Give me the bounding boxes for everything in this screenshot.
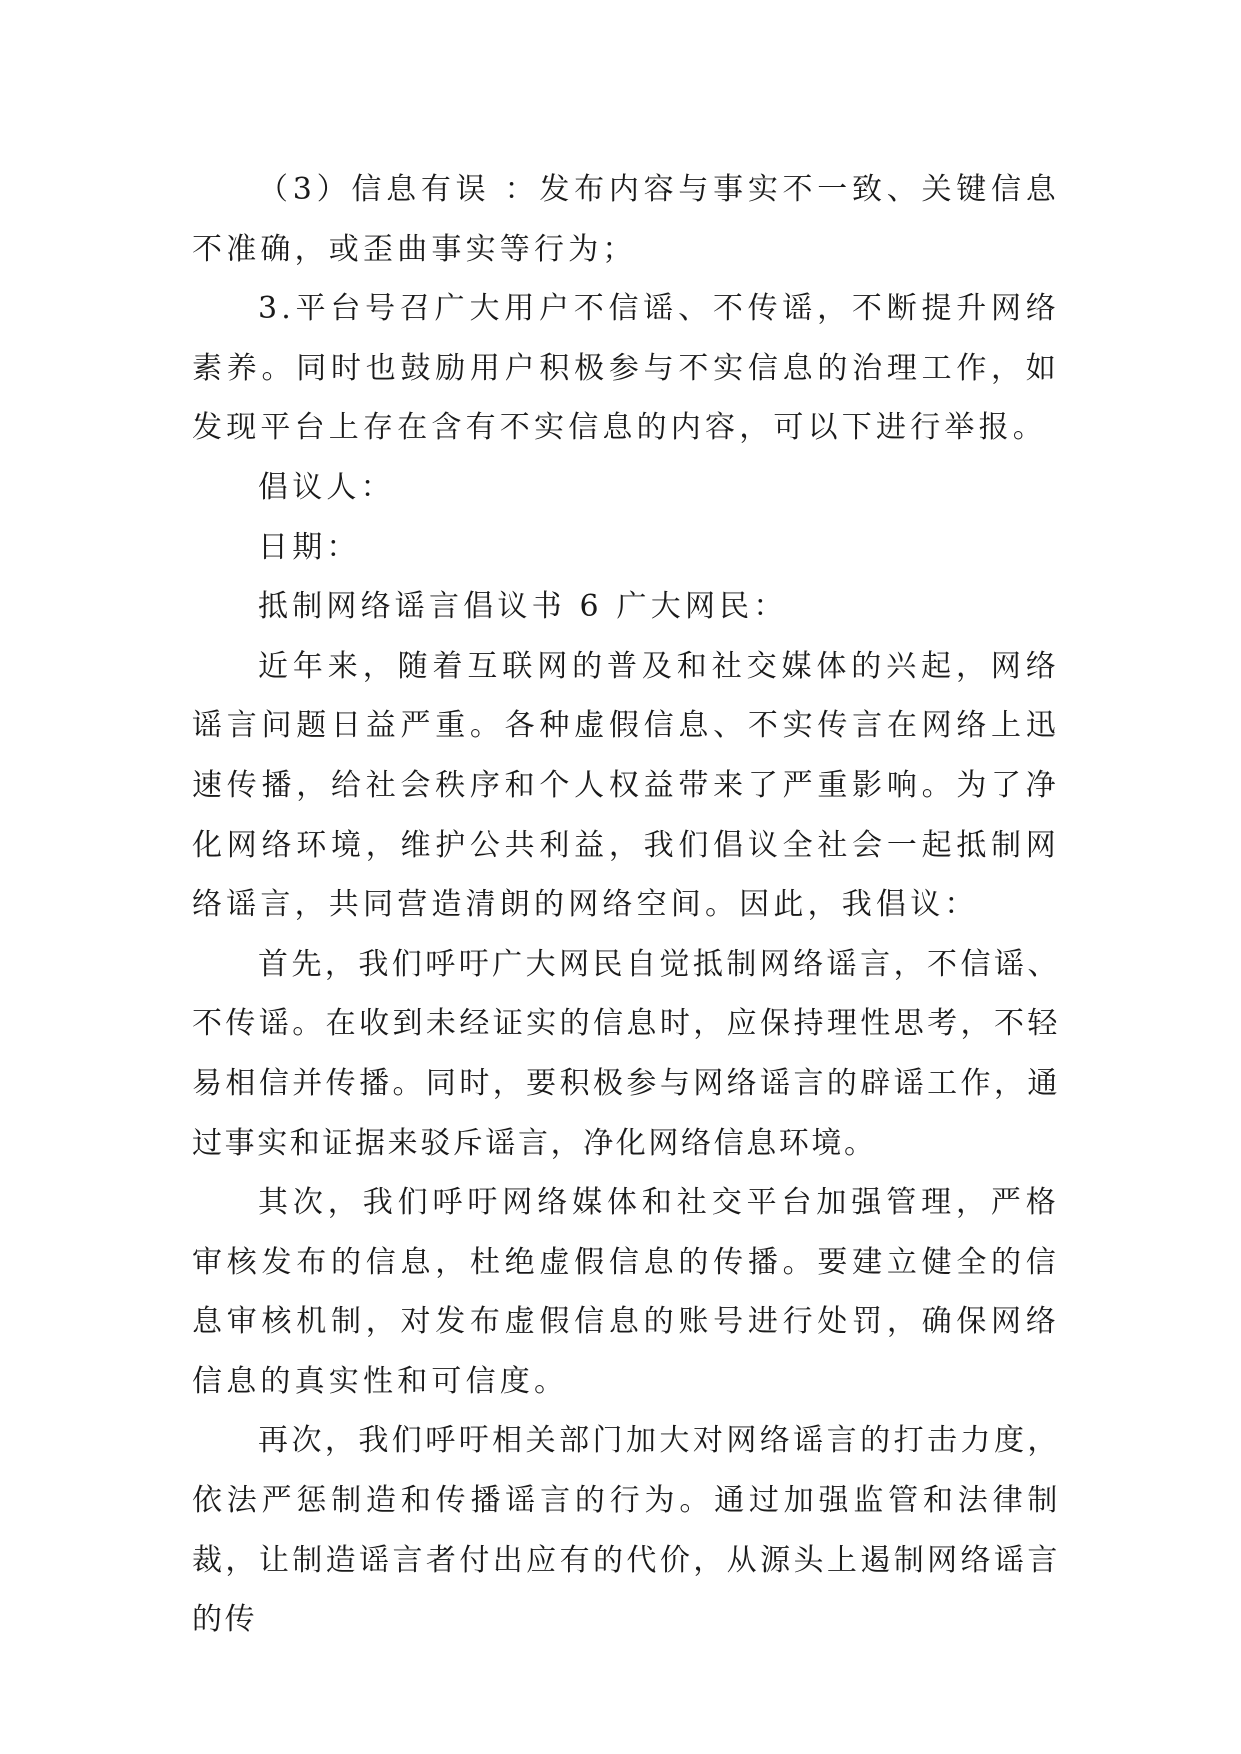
paragraph-platform-call: 3.平台号召广大用户不信谣、不传谣，不断提升网络素养。同时也鼓励用户积极参与不实信息的治理工作，如发现平台上存在含有不实信息的内容，可以下进行举报。 (192, 291, 1060, 446)
paragraph-date: 日期： (258, 529, 361, 565)
paragraph-first: 首先，我们呼吁广大网民自觉抵制网络谣言，不信谣、不传谣。在收到未经证实的信息时，应保持理性思考，不轻易相信并传播。同时，要积极参与网络谣言的辟谣工作，通过事实和证据来驳斥谣言，净化网络信息环境。 (192, 946, 1060, 1161)
paragraph-info-error: （3）信息有误 ：发布内容与事实不一致、关键信息不准确，或歪曲事实等行为； (192, 172, 1060, 267)
paragraph-third: 再次，我们呼吁相关部门加大对网络谣言的打击力度，依法严惩制造和传播谣言的行为。通过加强监管和法律制裁，让制造谣言者付出应有的代价，从源头上遏制网络谣言的传 (192, 1423, 1060, 1638)
paragraph-proposal-heading: 抵制网络谣言倡议书 6 广大网民： (258, 589, 788, 625)
paragraph-initiator: 倡议人： (258, 469, 395, 505)
paragraph-background: 近年来，随着互联网的普及和社交媒体的兴起，网络谣言问题日益严重。各种虚假信息、不实传言在网络上迅速传播，给社会秩序和个人权益带来了严重影响。为了净化网络环境，维护公共利益，我们倡议全社会一起抵制网络谣言，共同营造清朗的网络空间。因此，我倡议： (192, 648, 1060, 923)
paragraph-second: 其次，我们呼吁网络媒体和社交平台加强管理，严格审核发布的信息，杜绝虚假信息的传播。要建立健全的信息审核机制，对发布虚假信息的账号进行处罚，确保网络信息的真实性和可信度。 (192, 1185, 1060, 1399)
document-page (192, 160, 1060, 1650)
